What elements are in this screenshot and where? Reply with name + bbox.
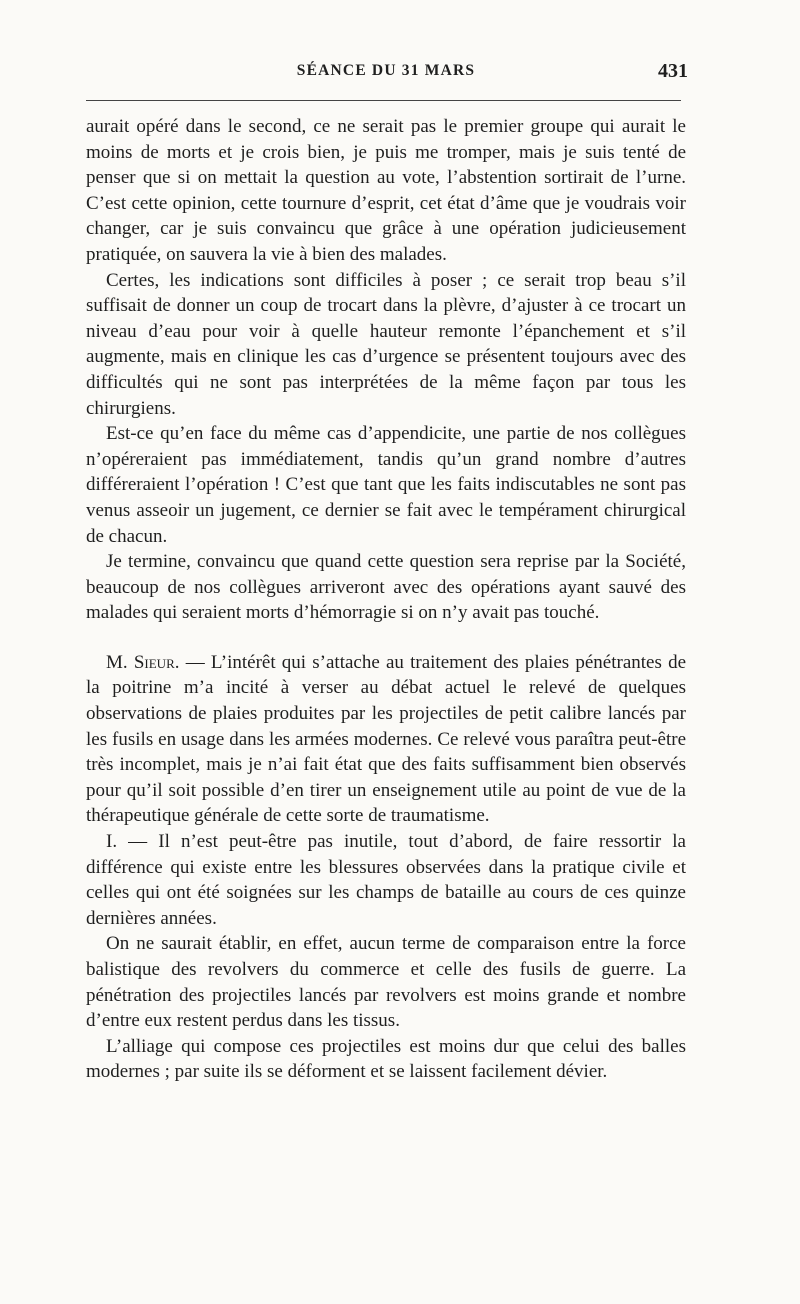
speaker-name: M. Sieur. — [106, 651, 180, 673]
document-page — [86, 0, 686, 1304]
body-text — [86, 114, 686, 1085]
speech-text: — L’intérêt qui s’attache au traitement des plaies pénétrantes de la poitrine m’a incité à verser au débat actuel le relevé de quelques observations de plaies produites par les projectiles de petit calibre lancés par les fusils en usage dans les armées modernes. Ce relevé vous paraîtra peut-être très incomplet, mais je n’ai fait état que des faits suffisamment bien observés pour qu’il soit possible d’en tirer un enseignement utile au point de vue de la thérapeutique générale de cette sorte de traumatisme. — [86, 651, 686, 827]
running-head: SÉANCE DU 31 MARS — [296, 62, 476, 79]
paragraph-6: I. — Il n’est peut-être pas inutile, tout d’abord, de faire ressortir la différence qui existe entre les blessures observées dans la pratique civile et celles qui ont été soignées sur les champs de bataille au cours de ces quinze dernières années. — [86, 831, 686, 929]
paragraph-4: Je termine, convaincu que quand cette question sera reprise par la Société, beaucoup de nos collègues arriveront avec des opérations ayant sauvé des malades qui seraient morts d’hémorragie si on n’y avait pas touché. — [86, 551, 686, 624]
paragraph-7: On ne saurait établir, en effet, aucun terme de comparaison entre la force balistique des revolvers du commerce et celle des fusils de guerre. La pénétration des projectiles lancés par revolvers est moins grande et nombre d’entre eux restent perdus dans les tissus. — [86, 933, 686, 1032]
page-number: 431 — [658, 60, 688, 82]
section-spacer — [86, 626, 686, 650]
paragraph-2: Certes, les indications sont difficiles à poser ; ce serait trop beau s’il suffisait de donner un coup de trocart dans la plèvre, d’ajuster à ce trocart un niveau d’eau pour voir à quelle hauteur remonte l’épanchement et s’il augmente, mais en clinique les cas d’urgence se présentent toujours avec des difficultés qui ne sont pas interprétées de la même façon par tous les chirurgiens. — [86, 269, 686, 419]
paragraph-8: L’alliage qui compose ces projectiles est moins dur que celui des balles modernes ; par suite ils se déforment et se laissent facilement dévier. — [86, 1035, 686, 1083]
page-header — [86, 60, 686, 88]
paragraph-1: aurait opéré dans le second, ce ne serait pas le premier groupe qui aurait le moins de morts et je crois bien, je puis me tromper, mais je suis tenté de penser que si on mettait la question au vote, l’abstention sortirait de l’urne. C’est cette opinion, cette tournure d’esprit, cet état d’âme que je voudrais voir changer, car je suis convaincu que grâce à une opération judicieusement pratiquée, on sauvera la vie à bien des malades. — [86, 116, 686, 265]
header-rule — [86, 100, 681, 101]
paragraph-3: Est-ce qu’en face du même cas d’appendicite, une partie de nos collègues n’opéreraient pas immédiatement, tandis qu’un grand nombre d’autres différeraient l’opération ! C’est que tant que les faits indiscutables ne sont pas venus asseoir un jugement, ce dernier se fait avec le tempérament chirurgical de chacun. — [86, 423, 686, 547]
paragraph-5 — [86, 650, 686, 829]
